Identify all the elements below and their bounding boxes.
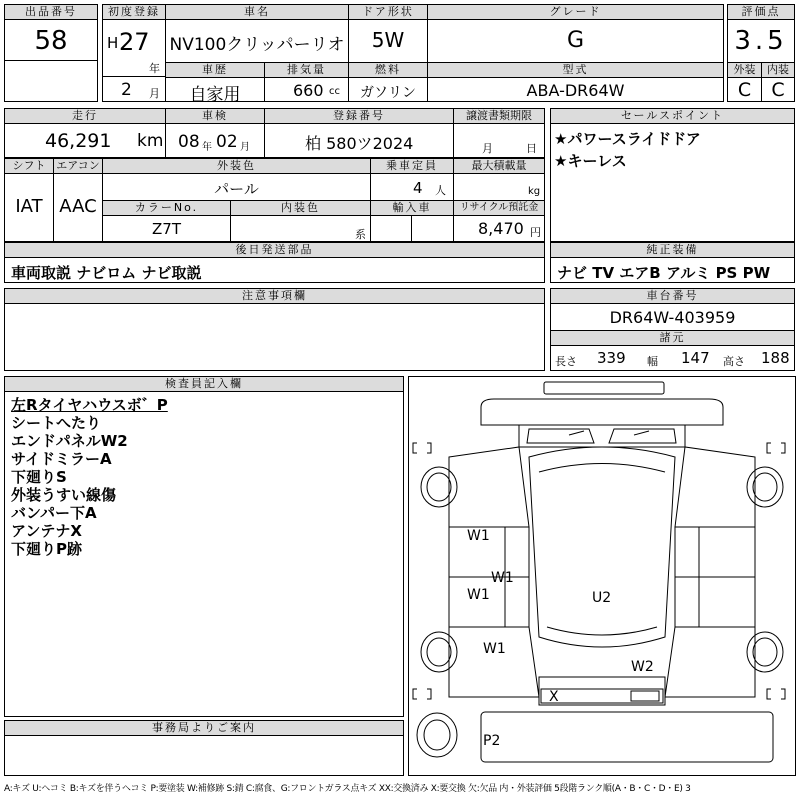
first-registration-month-cell (102, 76, 166, 102)
specs-header: 諸元 (550, 330, 795, 346)
mileage-header: 走行 (4, 108, 166, 124)
footer-legend: A:キズ U:ヘコミ B:キズを伴うヘコミ P:要塗装 W:補修跡 S:錆 C:腐食、G:フロントガラス点キズ XX:交換済み X:要交換 欠:欠品 内・外装評価 5段階ランク順(A・B・C・D・E) 3 (4, 784, 691, 794)
remark-6: 外装うすい線傷 (11, 486, 117, 504)
score: 3.5 (734, 26, 788, 56)
inspection-cell (165, 123, 265, 158)
shift-header: シフト (4, 158, 54, 174)
fuel-header: 燃料 (348, 62, 428, 78)
recycle-header: リサイクル預託金 (453, 200, 545, 216)
notes-cell (4, 303, 545, 371)
mark-w1-a: W1 (467, 528, 490, 544)
color-header: 外装色 (102, 158, 371, 174)
exterior-grade: C (737, 79, 752, 101)
year-unit: 年 (149, 62, 160, 75)
mark-w1-b: W1 (491, 570, 514, 586)
width: 147 (681, 349, 710, 367)
selling-point-1: ★パワースライドドア (554, 130, 701, 148)
chassis-header: 車台番号 (550, 288, 795, 304)
mark-w1-d: W1 (483, 641, 506, 657)
width-label: 幅 (647, 355, 658, 368)
transfer-deadline-header: 譲渡書類期限 (453, 108, 545, 124)
first-registration-month: 2 (121, 80, 132, 100)
recycle-unit: 円 (530, 226, 541, 239)
later-parts: 車両取説 ナビロム ナビ取説 (11, 264, 202, 282)
height: 188 (761, 349, 790, 367)
interior-color-unit: 系 (355, 228, 366, 241)
max-load-header: 最大積載量 (453, 158, 545, 174)
inspector-header: 検査員記入欄 (4, 376, 404, 392)
plate-cell (264, 123, 454, 158)
car-name: NV100クリッパーリオ (169, 35, 345, 55)
history-header: 車歴 (165, 62, 265, 78)
shift-cell (4, 173, 54, 242)
interior-grade-header: 内装 (761, 62, 795, 78)
equipment-header: 純正装備 (550, 242, 795, 258)
inspection-year: 08 (178, 132, 200, 152)
chassis-cell (550, 303, 795, 331)
mark-x: X (549, 689, 559, 705)
month-unit: 月 (149, 87, 160, 100)
inspector-remarks (4, 391, 404, 717)
exterior-grade-header: 外装 (727, 62, 762, 78)
equipment-cell (550, 257, 795, 283)
lot-number-cell (4, 19, 98, 61)
interior-color-header: 内装色 (230, 200, 371, 216)
shift: IAT (15, 196, 43, 217)
import-cell-divider (411, 215, 454, 242)
car-name-cell (165, 19, 349, 63)
history: 自家用 (189, 85, 241, 105)
mark-w2: W2 (631, 659, 654, 675)
score-cell (727, 19, 795, 63)
car-diagram-box (408, 376, 796, 776)
capacity-unit: 人 (435, 184, 446, 197)
score-header: 評価点 (727, 4, 795, 20)
capacity-header: 乗車定員 (370, 158, 454, 174)
specs-cell (550, 345, 795, 371)
mileage: 46,291 (45, 130, 112, 152)
car-diagram (409, 377, 795, 775)
lot-number-header: 出品番号 (4, 4, 98, 20)
inspection-month-unit: 月 (240, 142, 250, 153)
model-cell (427, 77, 724, 102)
interior-grade-cell (761, 77, 795, 102)
capacity: 4 (413, 179, 423, 197)
mileage-cell (4, 123, 166, 158)
capacity-cell (370, 173, 454, 201)
air-conditioner: AAC (59, 196, 97, 217)
office-cell (4, 735, 404, 776)
ac-header: エアコン (53, 158, 103, 174)
recycle-cell (453, 215, 545, 242)
fuel: ガソリン (360, 85, 416, 101)
height-label: 高さ (723, 355, 745, 368)
later-parts-cell (4, 257, 545, 283)
equipment: ナビ TV エアB アルミ PS PW (557, 264, 771, 282)
selling-points-header: セールスポイント (550, 108, 795, 124)
plate-header: 登録番号 (264, 108, 454, 124)
length: 339 (597, 349, 626, 367)
remark-3: エンドパネルW2 (11, 432, 128, 450)
remark-1: 左Rタイヤハウスボ゛P (11, 396, 168, 414)
door-type: 5W (371, 28, 405, 52)
door-header: ドア形状 (348, 4, 428, 20)
recycle-fee: 8,470 (478, 219, 524, 238)
lot-number: 58 (34, 26, 68, 56)
max-load-cell (453, 173, 545, 201)
remark-9: 下廻りP跡 (11, 540, 82, 558)
remark-7: バンパー下A (11, 504, 97, 522)
first-registration-header: 初度登録 (102, 4, 166, 20)
mark-p2: P2 (483, 733, 501, 749)
interior-color-cell (230, 215, 371, 242)
mark-w1-c: W1 (467, 587, 490, 603)
selling-points-cell (550, 123, 795, 242)
exterior-grade-cell (727, 77, 762, 102)
mileage-unit: km (137, 131, 164, 151)
inspection-header: 車検 (165, 108, 265, 124)
first-registration-year: 27 (119, 28, 150, 56)
transfer-month-unit: 月 (482, 142, 493, 155)
grade: G (566, 28, 585, 53)
transfer-deadline-cell (453, 123, 545, 158)
remark-5: 下廻りS (11, 468, 67, 486)
color-number: Z7T (152, 220, 181, 238)
model-header: 型式 (427, 62, 724, 78)
office-header: 事務局よりご案内 (4, 720, 404, 736)
selling-point-2: ★キーレス (554, 152, 627, 170)
inspection-year-unit: 年 (202, 142, 212, 153)
ac-cell (53, 173, 103, 242)
max-load-unit: kg (528, 186, 541, 197)
remark-8: アンテナX (11, 522, 82, 540)
displacement-cell (264, 77, 349, 102)
chassis-number: DR64W-403959 (609, 308, 736, 327)
fuel-cell (348, 77, 428, 102)
remark-2: シートへたり (11, 414, 102, 432)
lot-number-spacer (4, 60, 98, 102)
color-cell (102, 173, 371, 201)
plate-number: 柏 580ツ2024 (305, 134, 414, 153)
grade-cell (427, 19, 724, 63)
displacement-header: 排気量 (264, 62, 349, 78)
door-cell (348, 19, 428, 63)
model-code: ABA-DR64W (526, 81, 625, 100)
import-header: 輸入車 (370, 200, 454, 216)
grade-header: グレード (427, 4, 724, 20)
color-number-cell (102, 215, 231, 242)
notes-header: 注意事項欄 (4, 288, 545, 304)
color-number-header: カラーNo. (102, 200, 231, 216)
length-label: 長さ (555, 355, 577, 368)
interior-grade: C (771, 79, 785, 101)
transfer-day-unit: 日 (526, 142, 537, 155)
car-name-header: 車名 (165, 4, 349, 20)
displacement-unit: cc (329, 86, 340, 97)
inspection-month: 02 (216, 132, 238, 152)
history-cell (165, 77, 265, 105)
first-registration-year-cell (102, 19, 166, 77)
remark-4: サイドミラーA (11, 450, 112, 468)
later-parts-header: 後日発送部品 (4, 242, 545, 258)
exterior-color: パール (214, 180, 259, 198)
displacement: 660 (293, 81, 324, 100)
mark-u2: U2 (592, 590, 612, 606)
era-letter: H (107, 34, 119, 52)
